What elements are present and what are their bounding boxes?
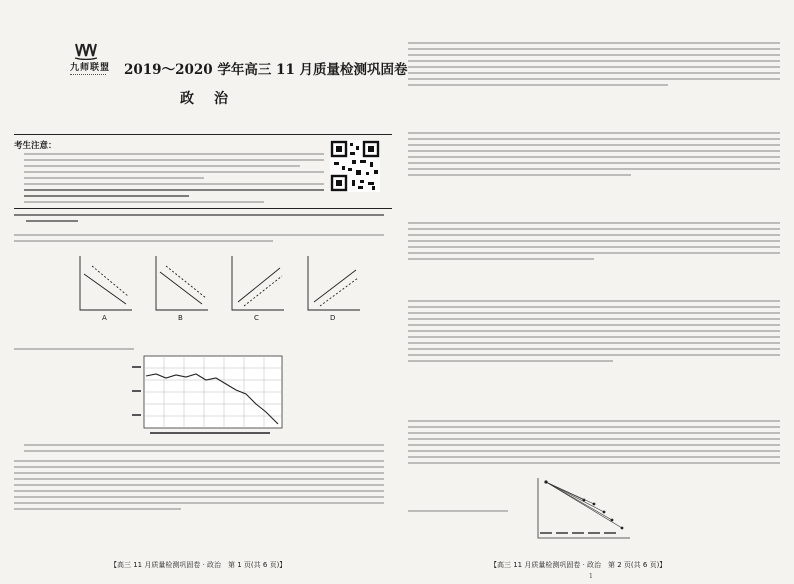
question-4-text: [408, 42, 780, 90]
question-1-text: [14, 234, 384, 246]
question-8-text: [408, 420, 780, 468]
question-1-graphs: [74, 252, 374, 324]
graph-option-a: A: [102, 314, 107, 322]
question-3-text: [14, 460, 384, 514]
question-7-text: [408, 300, 780, 366]
logo-underline: [70, 74, 106, 76]
qr-code-icon: [330, 140, 380, 192]
notice-bottom-rule: [14, 208, 392, 209]
question-2-text: [14, 348, 134, 354]
notice-heading: 考生注意：: [14, 141, 57, 151]
page-1: [14, 36, 408, 570]
page-2: [408, 36, 784, 570]
question-6-text: [408, 222, 780, 264]
exchange-rate-chart: [130, 354, 286, 440]
page-2-footer: 【高三 11 月质量检测巩固卷 · 政治 第 2 页(共 6 页)】: [490, 561, 667, 569]
question-2-options: [24, 444, 384, 456]
graph-option-c: C: [254, 314, 259, 322]
page-mark: 1: [589, 573, 593, 580]
logo-text: 九师联盟: [70, 63, 111, 73]
graph-option-d: D: [330, 314, 336, 322]
question-5-text: [408, 132, 780, 180]
section-one-heading: [14, 214, 384, 226]
exam-title: 2019～2020 学年高三 11 月质量检测巩固卷: [124, 62, 408, 78]
question-9-chart: [534, 472, 634, 542]
page-1-footer: 【高三 11 月质量检测巩固卷 · 政治 第 1 页(共 6 页)】: [110, 561, 287, 569]
notice-items: [24, 153, 324, 207]
graph-option-b: B: [178, 314, 183, 322]
notice-top-rule: [14, 134, 392, 135]
logo-mark-icon: [74, 42, 98, 60]
question-9-text: [408, 510, 508, 516]
publisher-logo: [70, 42, 111, 76]
subject-title: 政治: [180, 91, 248, 107]
